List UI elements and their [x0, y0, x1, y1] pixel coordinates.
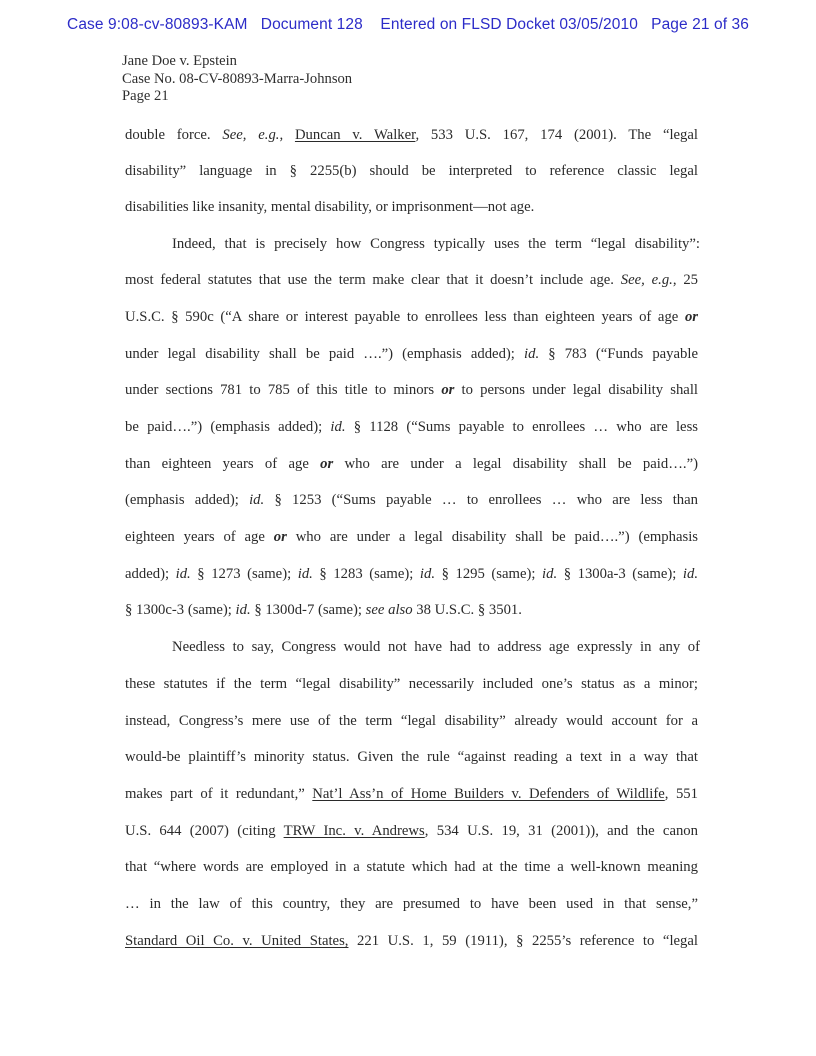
citation-standard-oil: Standard Oil Co. v. United States, [125, 933, 349, 949]
text-line-23: Standard Oil Co. v. United States, 221 U.S. 1, 59 (1911), § 2255’s reference to “legal [125, 933, 698, 949]
text-line-21: that “where words are employed in a statute which had at the time a well-known meaning [125, 859, 698, 875]
case-number: Case No. 08-CV-80893-Marra-Johnson [122, 70, 353, 87]
text-line-4: Indeed, that is precisely how Congress typically uses the term “legal disability”: [172, 236, 700, 252]
text-line-5: most federal statutes that use the term make clear that it doesn’t include age. See, e.g., 25 [125, 272, 698, 288]
text-line-12: eighteen years of age or who are under a legal disability shall be paid….”) (emphasis [125, 529, 699, 545]
text-line-16: these statutes if the term “legal disability” necessarily included one’s status as a minor; [125, 676, 698, 692]
page-label: Page 21 [122, 88, 169, 104]
text-line-2: disability” language in § 2255(b) should be interpreted to reference classic legal [125, 163, 698, 179]
text-line-15: Needless to say, Congress would not have had to address age expressly in any of [172, 639, 700, 655]
emphasis-or: or [684, 309, 698, 325]
docket-header-stamp: Case 9:08-cv-80893-KAM Document 128 Entered on FLSD Docket 03/05/2010 Page 21 of 36 [67, 16, 749, 33]
text-line-20: U.S. 644 (2007) (citing TRW Inc. v. Andrews, 534 U.S. 19, 31 (2001)), and the canon [125, 823, 698, 839]
text-line-11: (emphasis added); id. § 1253 (“Sums payable … to enrollees … who are less than [125, 492, 698, 508]
text-line-17: instead, Congress’s mere use of the term “legal disability” already would account for a [125, 713, 698, 729]
text-line-13: added); id. § 1273 (same); id. § 1283 (same); id. § 1295 (same); id. § 1300a-3 (same); id. [125, 566, 699, 582]
emphasis-or: or [320, 456, 334, 472]
text-line-22: … in the law of this country, they are presumed to have been used in that sense,” [125, 896, 698, 912]
citation-duncan-v-walker: Duncan v. Walker [294, 127, 416, 143]
text-line-14: § 1300c-3 (same); id. § 1300d-7 (same); see also 38 U.S.C. § 3501. [125, 602, 522, 618]
emphasis-or: or [273, 529, 287, 545]
text-line-9: be paid….”) (emphasis added); id. § 1128 (“Sums payable to enrollees … who are less [125, 419, 698, 435]
emphasis-or: or [441, 382, 455, 398]
citation-trw-v-andrews: TRW Inc. v. Andrews [283, 823, 425, 839]
case-name: Jane Doe v. Epstein [122, 53, 237, 69]
text-line-19: makes part of it redundant,” Nat’l Ass’n of Home Builders v. Defenders of Wildlife, 551 [125, 786, 698, 802]
citation-home-builders: Nat’l Ass’n of Home Builders v. Defenders of Wildlife [312, 786, 665, 802]
text-line-3: disabilities like insanity, mental disability, or imprisonment—not age. [125, 199, 535, 215]
text-line-6: U.S.C. § 590c (“A share or interest payable to enrollees less than eighteen years of age or [125, 309, 698, 325]
text-line-10: than eighteen years of age or who are under a legal disability shall be paid….”) [125, 456, 698, 472]
text-line-8: under sections 781 to 785 of this title to minors or to persons under legal disability shall [125, 382, 698, 398]
text-line-7: under legal disability shall be paid ….”) (emphasis added); id. § 783 (“Funds payable [125, 346, 698, 362]
text-line-1: double force. See, e.g., Duncan v. Walker, 533 U.S. 167, 174 (2001). The “legal [125, 127, 699, 143]
text-line-18: would-be plaintiff’s minority status. Given the rule “against reading a text in a way that [125, 749, 698, 765]
